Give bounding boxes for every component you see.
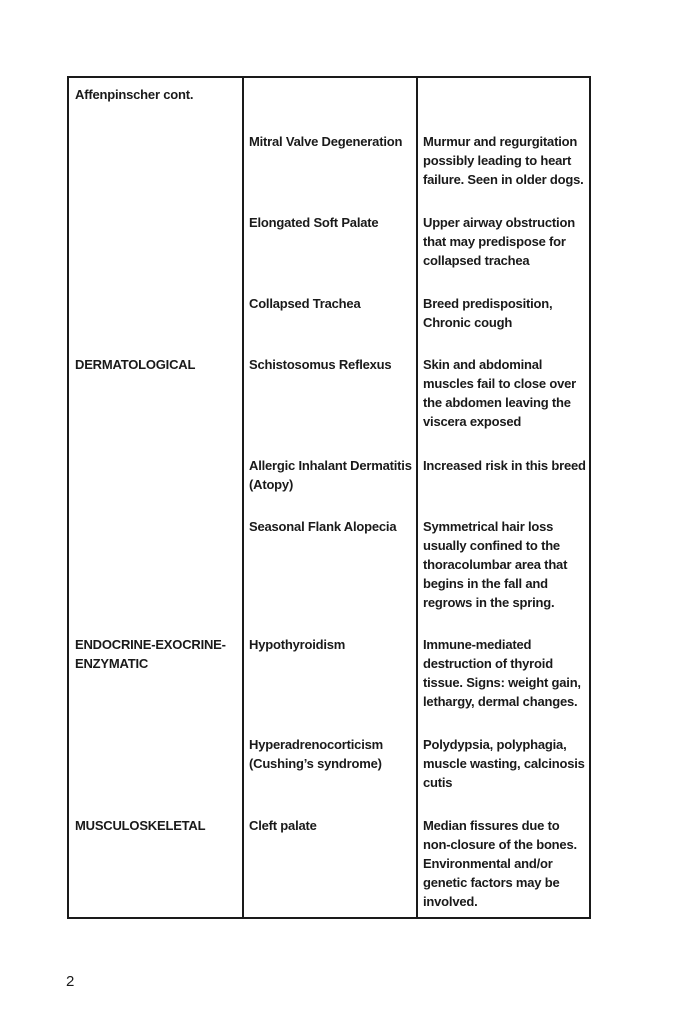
description-text: non-closure of the bones. [423,837,577,852]
category-cell [75,635,226,673]
condition-cell [249,456,412,494]
description-cell [423,294,552,332]
description-text: the abdomen leaving the [423,395,571,410]
description-text: Polydypsia, polyphagia, [423,737,567,752]
condition-text: (Atopy) [249,477,294,492]
condition-cell [249,735,383,773]
description-cell [423,456,586,475]
description-text: muscles fail to close over [423,376,577,391]
description-text: begins in the fall and [423,576,548,591]
description-cell [423,132,584,189]
description-text: that may predispose for [423,234,566,249]
condition-cell [249,213,378,232]
category-text: MUSCULOSKELETAL [75,818,206,833]
description-text: usually confined to the [423,538,560,553]
condition-cell [249,517,396,536]
condition-text: Cleft palate [249,818,317,833]
description-text: failure. Seen in older dogs. [423,172,584,187]
category-text: ENZYMATIC [75,656,149,671]
category-cell [75,816,205,835]
condition-cell [249,294,360,313]
category-cell [75,355,195,374]
description-text: Environmental and/or [423,856,553,871]
description-cell [423,816,577,911]
page-number: 2 [66,973,75,990]
description-text: Skin and abdominal [423,357,543,372]
description-text: possibly leading to heart [423,153,572,168]
description-text: cutis [423,775,453,790]
description-text: Immune-mediated [423,637,532,652]
condition-text: Schistosomus Reflexus [249,357,392,372]
description-text: Increased risk in this breed [423,458,586,473]
description-text: lethargy, dermal changes. [423,694,578,709]
category-text: DERMATOLOGICAL [75,357,196,372]
description-text: involved. [423,894,478,909]
condition-text: (Cushing’s syndrome) [249,756,382,771]
description-cell [423,635,581,711]
description-cell [423,213,575,270]
header-category-text: Affenpinscher cont. [75,87,194,102]
condition-cell [249,816,317,835]
description-text: collapsed trachea [423,253,530,268]
description-text: Chronic cough [423,315,513,330]
description-text: tissue. Signs: weight gain, [423,675,581,690]
condition-text: Seasonal Flank Alopecia [249,519,397,534]
description-cell [423,735,585,792]
description-text: Upper airway obstruction [423,215,575,230]
column-divider [416,78,418,917]
description-text: Breed predisposition, [423,296,553,311]
condition-cell [249,355,391,374]
condition-text: Collapsed Trachea [249,296,361,311]
description-text: muscle wasting, calcinosis [423,756,585,771]
description-text: viscera exposed [423,414,522,429]
description-text: destruction of thyroid [423,656,553,671]
condition-text: Elongated Soft Palate [249,215,379,230]
description-text: Median fissures due to [423,818,560,833]
description-text: genetic factors may be [423,875,560,890]
condition-cell [249,635,345,654]
description-cell [423,355,576,431]
table-header-category [75,85,193,104]
description-text: Symmetrical hair loss [423,519,554,534]
description-text: Murmur and regurgitation [423,134,578,149]
category-text: ENDOCRINE-EXOCRINE- [75,637,226,652]
condition-text: Hyperadrenocorticism [249,737,383,752]
breed-conditions-table [67,76,591,919]
description-cell [423,517,567,612]
condition-cell [249,132,402,151]
condition-text: Mitral Valve Degeneration [249,134,403,149]
column-divider [242,78,244,917]
condition-text: Hypothyroidism [249,637,346,652]
condition-text: Allergic Inhalant Dermatitis [249,458,412,473]
description-text: regrows in the spring. [423,595,555,610]
description-text: thoracolumbar area that [423,557,568,572]
